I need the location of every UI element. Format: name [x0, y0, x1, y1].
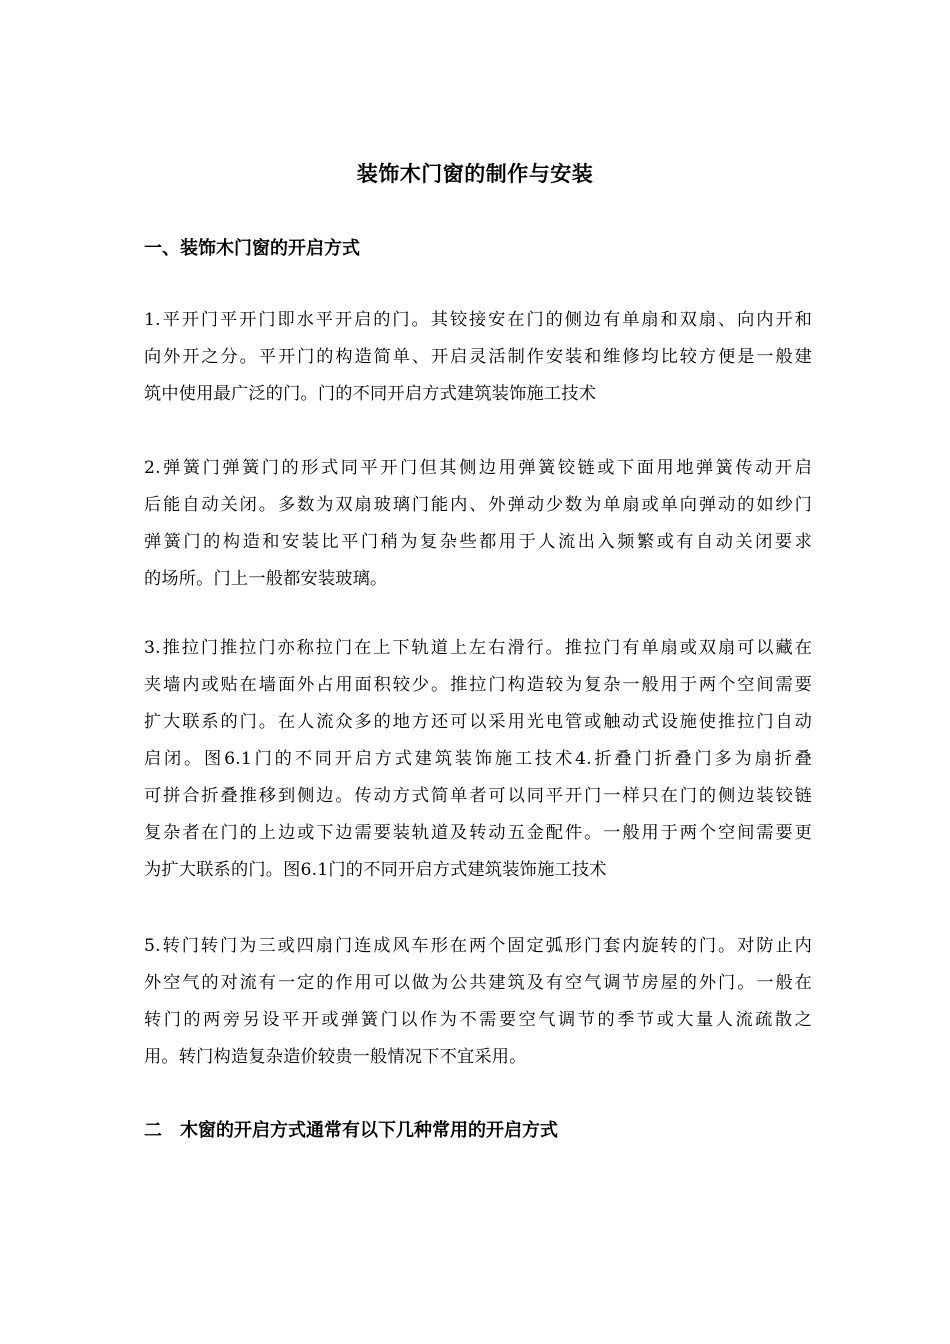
paragraph-line: 可拼合折叠推移到侧边。传动方式简单者可以同平开门一样只在门的侧边装铰链	[144, 786, 812, 806]
paragraph-line: 的场所。门上一般都安装玻璃。	[144, 569, 388, 589]
paragraph-line: 筑中使用最广泛的门。门的不同开启方式建筑装饰施工技术	[144, 384, 597, 404]
paragraph-2	[144, 450, 812, 598]
paragraph-3	[144, 630, 812, 889]
paragraph-line: 用。转门构造复杂造价较贵一般情况下不宜采用。	[144, 1047, 527, 1067]
paragraph-line: 转门的两旁另设平开或弹簧门以作为不需要空气调节的季节或大量人流疏散之	[144, 1010, 812, 1030]
paragraph-line: 3.推拉门推拉门亦称拉门在上下轨道上左右滑行。推拉门有单扇或双扇可以藏在	[144, 638, 812, 658]
paragraph-line: 夹墙内或贴在墙面外占用面积较少。推拉门构造较为复杂一般用于两个空间需要	[144, 675, 812, 695]
document-title: 装饰木门窗的制作与安装	[356, 161, 594, 186]
paragraph-line: 启闭。图6.1门的不同开启方式建筑装饰施工技术4.折叠门折叠门多为扇折叠	[144, 749, 812, 769]
paragraph-line: 向外开之分。平开门的构造简单、开启灵活制作安装和维修均比较方便是一般建	[144, 347, 812, 367]
paragraph-line: 5.转门转门为三或四扇门连成风车形在两个固定弧形门套内旋转的门。对防止内	[144, 936, 812, 956]
paragraph-line: 外空气的对流有一定的作用可以做为公共建筑及有空气调节房屋的外门。一般在	[144, 973, 812, 993]
paragraph-line: 1.平开门平开门即水平开启的门。其铰接安在门的侧边有单扇和双扇、向内开和	[144, 310, 812, 330]
section-heading-1: 一、装饰木门窗的开启方式	[144, 238, 360, 259]
paragraph-line: 2.弹簧门弹簧门的形式同平开门但其侧边用弹簧铰链或下面用地弹簧传动开启	[144, 458, 812, 478]
paragraph-line: 后能自动关闭。多数为双扇玻璃门能内、外弹动少数为单扇或单向弹动的如纱门	[144, 495, 812, 515]
paragraph-4	[144, 928, 812, 1076]
paragraph-line: 弹簧门的构造和安装比平门稍为复杂些都用于人流出入频繁或有自动关闭要求	[144, 532, 812, 552]
section-heading-2: 二 木窗的开启方式通常有以下几种常用的开启方式	[144, 1120, 558, 1141]
paragraph-line: 扩大联系的门。在人流众多的地方还可以采用光电管或触动式设施使推拉门自动	[144, 712, 812, 732]
paragraph-line: 复杂者在门的上边或下边需要装轨道及转动五金配件。一般用于两个空间需要更	[144, 823, 812, 843]
paragraph-1	[144, 302, 812, 413]
paragraph-line: 为扩大联系的门。图6.1门的不同开启方式建筑装饰施工技术	[144, 860, 607, 880]
